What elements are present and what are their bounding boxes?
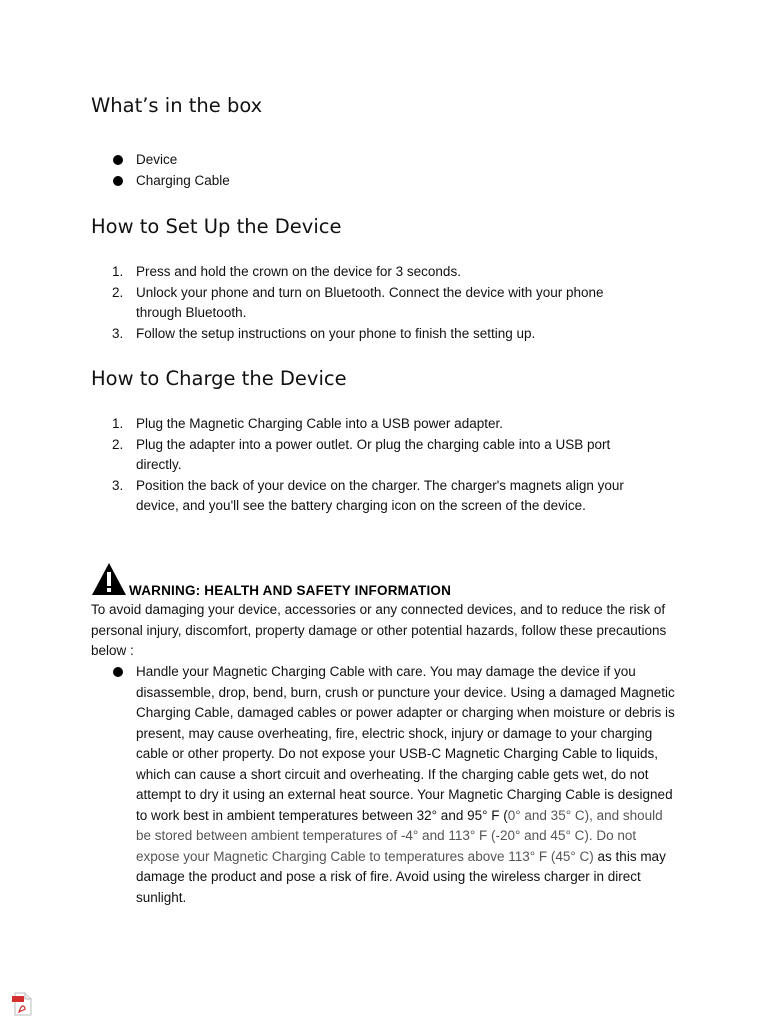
- list-item: 2. Unlock your phone and turn on Bluetooth. Connect the device with your phone through Bluetooth.: [112, 284, 604, 320]
- box-items-list: [0, 150, 688, 191]
- bullet-icon: [113, 155, 123, 165]
- bullet-icon: [113, 176, 123, 186]
- warning-intro: To avoid damaging your device, accessories or any connected devices, and to reduce the risk of personal injury, discomfort, property damage or other potential hazards, follow these precautions below :: [91, 602, 667, 658]
- setup-steps-list: [0, 262, 688, 344]
- list-item: Device: [0, 150, 688, 171]
- heading-setup: How to Set Up the Device: [91, 215, 342, 238]
- list-item: 1. Press and hold the crown on the device for 3 seconds.: [112, 264, 461, 279]
- charge-steps-list: [0, 414, 688, 517]
- warning-section: [91, 562, 691, 598]
- list-item: Handle your Magnetic Charging Cable with care. You may damage the device if you disassemble, drop, bend, burn, crush or puncture your device. Using a damaged Magnetic Charging Cable, damaged cables or power adapter or charging when moisture or debris is present, may cause overheating, fire, electric shock, injury or damage to your charging cable or other property. Do not expose your USB-C Magnetic Charging Cable to liquids, which can cause a short circuit and overheating. If the charging cable gets wet, do not attempt to dry it using an external heat source. Your Magnetic Charging Cable is designed to work best in ambient temperatures between 32° and 95° F (0° and 35° C), and should be stored between ambient temperatures of -4° and 113° F (-20° and 45° C). Do not expose your Magnetic Charging Cable to temperatures above 113° F (45° C) as this may damage the product and pose a risk of fire. Avoid using the wireless charger in direct sunlight.: [0, 662, 681, 908]
- pdf-file-icon: [11, 992, 33, 1016]
- list-item: Charging Cable: [0, 171, 688, 192]
- warning-header: [91, 562, 691, 598]
- warning-triangle-icon: [91, 562, 127, 596]
- heading-charge: How to Charge the Device: [91, 367, 347, 390]
- warning-title: WARNING: HEALTH AND SAFETY INFORMATION: [129, 583, 452, 598]
- list-item: 3. Follow the setup instructions on your phone to finish the setting up.: [112, 325, 536, 341]
- heading-whats-in-box: What’s in the box: [91, 94, 263, 117]
- safety-list: [0, 662, 681, 908]
- list-item: 2. Plug the adapter into a power outlet. Or plug the charging cable into a USB port directly.: [112, 436, 611, 472]
- bullet-icon: [113, 667, 123, 677]
- list-item: 3. Position the back of your device on the charger. The charger's magnets align your device, and you'll see the battery charging icon on the screen of the device.: [112, 477, 624, 513]
- list-item: 1. Plug the Magnetic Charging Cable into a USB power adapter.: [112, 416, 503, 431]
